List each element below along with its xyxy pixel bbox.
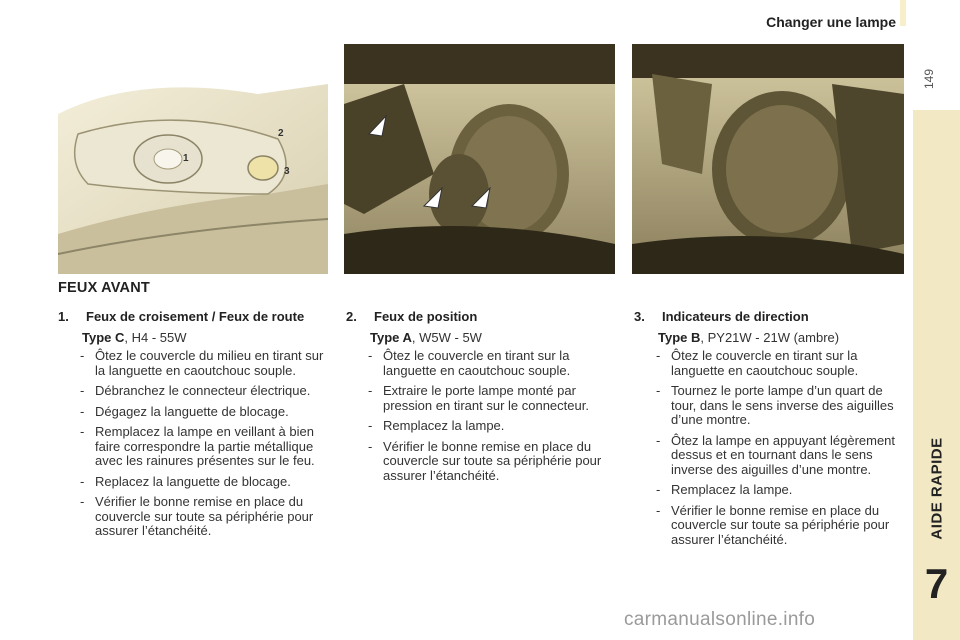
bulb-type — [346, 331, 608, 346]
list-item: - Replacez la languette de blocage. — [80, 475, 330, 490]
list-item: - Ôtez le couvercle en tirant sur la languette en caoutchouc souple. — [656, 349, 906, 378]
step-text: Dégagez la languette de blocage. — [95, 403, 289, 419]
list-item: - Remplacez la lampe en veillant à bien faire correspondre la partie métallique avec les rainures présentes sur le feu. — [80, 425, 330, 469]
step-text: Extraire le porte lampe monté par pression en tirant sur le connecteur. — [383, 383, 589, 413]
watermark: carmanualsonline.info — [624, 609, 816, 630]
step-text: Tournez le porte lampe d’un quart de tour, dans le sens inverse des aiguilles d’une montre. — [671, 383, 894, 427]
step-text: Ôtez le couvercle en tirant sur la languette en caoutchouc souple. — [383, 348, 571, 378]
step-text: Remplacez la lampe. — [383, 418, 505, 433]
page-number — [920, 64, 938, 94]
list-item: - Remplacez la lampe. — [656, 483, 906, 498]
list-item: - Tournez le porte lampe d’un quart de tour, dans le sens inverse des aiguilles d’une montre. — [656, 384, 906, 428]
bulb-type-label: Type A — [370, 329, 412, 345]
step-text: Vérifier le bonne remise en place du couvercle sur toute sa périphérie pour assurer l’étanchéité. — [383, 438, 602, 483]
callout-1: 1 — [183, 153, 189, 164]
bulb-type — [58, 331, 330, 346]
item-title-text: Feux de position — [374, 309, 478, 324]
bulb-type-value: , H4 - 55W — [124, 329, 187, 345]
callout-2: 2 — [278, 128, 284, 139]
item-title — [634, 310, 906, 325]
item-title-text: Feux de croisement / Feux de route — [86, 309, 305, 324]
step-text: Ôtez le couvercle du milieu en tirant sur la languette en caoutchouc souple. — [95, 348, 324, 378]
page-number-text: 149 — [922, 68, 936, 90]
side-tab-label — [913, 425, 960, 555]
step-text: Remplacez la lampe. — [671, 482, 793, 497]
step-text: Débranchez le connecteur électrique. — [95, 383, 311, 398]
step-text: Replacez la languette de blocage. — [95, 473, 291, 489]
list-item: - Remplacez la lampe. — [368, 419, 608, 434]
engine-bay-drawing-right — [632, 44, 904, 274]
engine-bay-drawing-left — [344, 44, 615, 274]
step-list — [58, 349, 330, 539]
chapter-number: 7 — [924, 560, 949, 607]
callout-3: 3 — [284, 166, 290, 177]
headlight-location-illustration — [58, 44, 328, 274]
list-item: - Extraire le porte lampe monté par pression en tirant sur le connecteur. — [368, 384, 608, 413]
step-list — [346, 349, 608, 483]
list-item: - Vérifier le bonne remise en place du couvercle sur toute sa périphérie pour assurer l’étanchéité. — [656, 504, 906, 548]
bulb-type — [634, 331, 906, 346]
item-title-text: Indicateurs de direction — [662, 309, 809, 324]
side-tab-label-text: AIDE RAPIDE — [928, 437, 946, 540]
page-header-title: Changer une lampe — [766, 14, 896, 30]
direction-indicator-illustration — [632, 44, 904, 274]
list-item: - Vérifier le bonne remise en place du couvercle sur toute sa périphérie pour assurer l’étanchéité. — [368, 440, 608, 484]
instruction-column-1 — [58, 310, 330, 545]
list-item: - Dégagez la languette de blocage. — [80, 405, 330, 420]
list-item: - Ôtez le couvercle en tirant sur la languette en caoutchouc souple. — [368, 349, 608, 378]
bulb-type-label: Type C — [82, 329, 125, 345]
item-title — [58, 310, 330, 325]
car-front-drawing — [58, 44, 328, 274]
position-lamp-illustration — [344, 44, 615, 274]
bulb-type-value: , PY21W - 21W (ambre) — [700, 329, 840, 345]
step-text: Remplacez la lampe en veillant à bien faire correspondre la partie métallique avec les rainures présentes sur le feu. — [95, 424, 315, 468]
instruction-column-2 — [346, 310, 608, 489]
list-item: - Vérifier le bonne remise en place du couvercle sur toute sa périphérie pour assurer l’étanchéité. — [80, 495, 330, 539]
item-number: 3. — [634, 309, 645, 324]
step-text: Vérifier le bonne remise en place du couvercle sur toute sa périphérie pour assurer l’étanchéité. — [671, 502, 890, 547]
list-item: - Ôtez la lampe en appuyant légèrement dessus et en tournant dans le sens inverse des aiguilles d’une montre. — [656, 434, 906, 478]
header-accent-bar — [900, 0, 906, 26]
item-number: 2. — [346, 309, 357, 324]
step-text: Ôtez la lampe en appuyant légèrement dessus et en tournant dans le sens inverse des aiguilles d’une montre. — [671, 432, 896, 477]
item-title — [346, 310, 608, 325]
list-item: - Débranchez le connecteur électrique. — [80, 384, 330, 399]
list-item: - Ôtez le couvercle du milieu en tirant sur la languette en caoutchouc souple. — [80, 349, 330, 378]
bulb-type-value: , W5W - 5W — [411, 329, 482, 345]
step-list — [634, 349, 906, 547]
step-text: Ôtez le couvercle en tirant sur la languette en caoutchouc souple. — [671, 348, 859, 378]
step-text: Vérifier le bonne remise en place du couvercle sur toute sa périphérie pour assurer l’étanchéité. — [95, 494, 314, 538]
item-number: 1. — [58, 309, 69, 324]
bulb-type-label: Type B — [658, 329, 701, 345]
instruction-column-3 — [634, 310, 906, 553]
section-heading: FEUX AVANT — [58, 280, 150, 296]
